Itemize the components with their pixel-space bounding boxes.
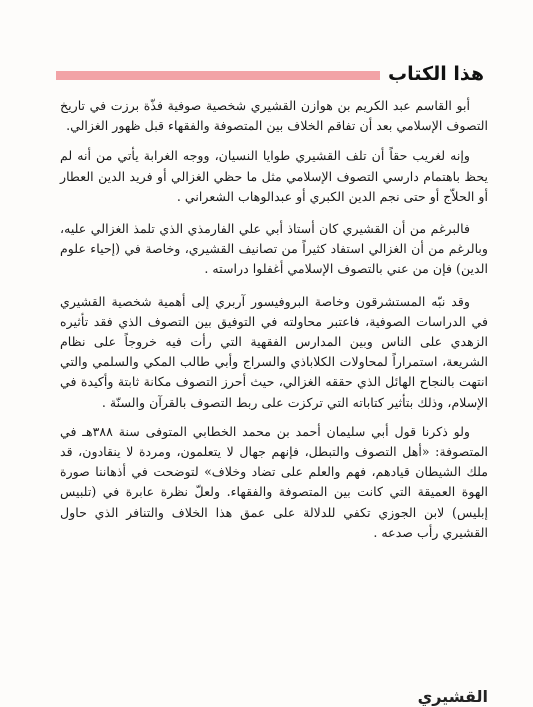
paragraph-3: فالبرغم من أن القشيري كان أستاذ أبي علي الفارمذي الذي تلمذ الغزالي عليه، وبالرغم من أن الغزالي استفاد كثيراً من تصانيف القشيري، وخاصة في (إحياء علوم الدين) فإن من عني بالتصوف الإسلامي أغفلوا دراسته . [60, 221, 488, 277]
paragraph-5: ولو ذكرنا قول أبي سليمان أحمد بن محمد الخطابي المتوفى سنة ٣٨٨هـ في المتصوفة: «أهل التصوف والتبطل، فإنهم جهال لا يتعلمون، ومردة لا ينقادون، قد ملك الشيطان قيادهم، فهم والعلم على تضاد وخلاف» لتوضحت في أذهاننا صورة الهوة العميقة التي كانت بين المتصوفة والفقهاء. ولعلّ نظرة عابرة في (تلبيس إبليس) لابن الجوزي تكفي للدلالة على عمق هذا الخلاف والتنافر الذي حاول القشيري رأب صدعه . [60, 423, 488, 540]
section-title: هذا الكتاب [388, 63, 484, 85]
paragraph-1: أبو القاسم عبد الكريم بن هوازن القشيري شخصية صوفية فذّة برزت في تاريخ التصوف الإسلامي بعد أن تفاقم الخلاف بين المتصوفة والفقهاء قبل ظهور الغزالي. [60, 98, 488, 134]
body-text [60, 96, 488, 553]
heading-accent-bar [56, 71, 380, 80]
paragraph-2: وإنه لغريب حقاً أن تلف القشيري طوايا النسيان، ووجه الغرابة يأتي من أنه لم يحظ باهتمام دارسي التصوف الإسلامي مثل ما حظي الغزالي أو فريد الدين العطار أو الحلاّج أو حتى نجم الدين الكبري أو عبدالوهاب الشعراني . [60, 148, 488, 204]
section-heading [56, 60, 484, 88]
paragraph-4: وقد نبّه المستشرقون وخاصة البروفيسور آربري إلى أهمية شخصية القشيري في الدراسات الصوفية، فاعتبر محاولته في التوفيق بين التصوف الذي فقد تأثيره الزهدي على الناس وبين المدارس الفقهية التي رأت فيه خروجاً على نظام الشريعة، استمراراً لمحاولات الكلاباذي والسراج وأبي طالب المكي والسلمي والتي انتهت بالنجاح الهائل الذي حققه الغزالي، حيث أحرز التصوف مكانة ثابتة وأكيدة في الإسلام، وذلك بتأثير كتاباته التي تركزت على ربط التصوف بالقرآن والسنّة . [60, 293, 488, 410]
next-section-heading-cutoff: القشيري [417, 687, 488, 706]
